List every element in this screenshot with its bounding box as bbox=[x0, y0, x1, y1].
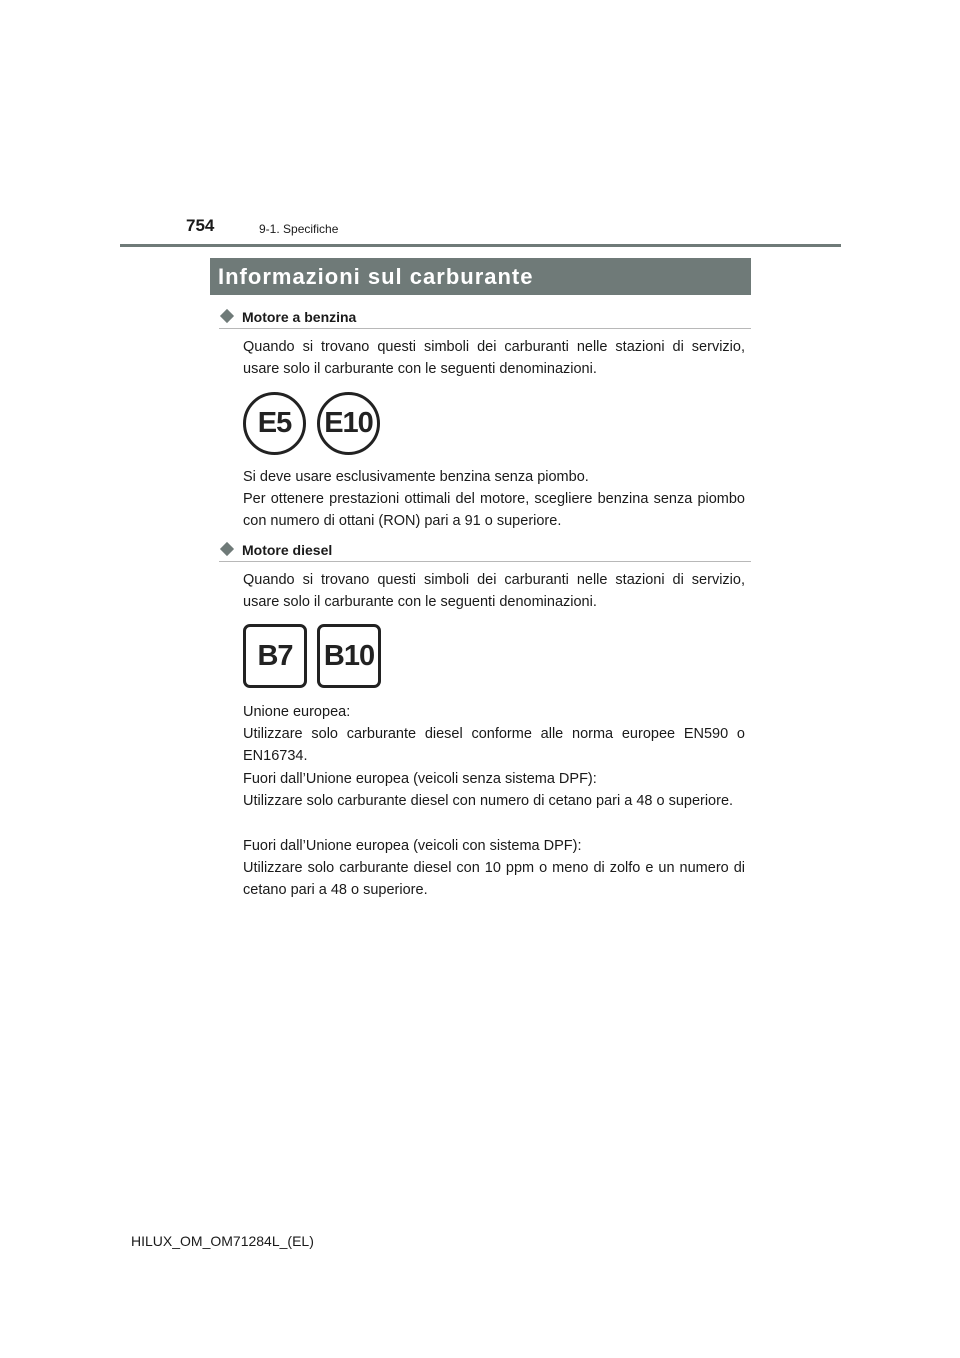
fuel-symbol-e10: E10 bbox=[317, 392, 380, 455]
diamond-bullet-icon bbox=[220, 542, 234, 556]
fuel-symbol-b7: B7 bbox=[243, 624, 307, 688]
petrol-engine-heading bbox=[219, 308, 751, 329]
header-rule bbox=[120, 244, 841, 247]
chapter-title: 9-1. Specifiche bbox=[259, 222, 339, 236]
diamond-bullet-icon bbox=[220, 309, 234, 323]
diesel-non-eu-no-dpf-note: Fuori dall’Unione europea (veicoli senza sistema DPF): Utilizzare solo carburante diesel con numero di cetano pari a 48 o superiore. bbox=[243, 771, 734, 809]
fuel-symbol-b10: B10 bbox=[317, 624, 381, 688]
petrol-engine-title: Motore a benzina bbox=[242, 309, 357, 325]
fuel-symbol-e5: E5 bbox=[243, 392, 306, 455]
section-title: Informazioni sul carburante bbox=[210, 258, 751, 295]
diesel-eu-note: Unione europea: Utilizzare solo carburante diesel conforme alle norma europee EN590 o EN16734. bbox=[243, 704, 745, 764]
page-number: 754 bbox=[186, 216, 215, 235]
diesel-intro: Quando si trovano questi simboli dei carburanti nelle stazioni di servizio, usare solo il carburante con le seguenti denominazioni. bbox=[243, 572, 745, 610]
petrol-octane-note: Per ottenere prestazioni ottimali del motore, scegliere benzina senza piombo con numero di ottani (RON) pari a 91 o superiore. bbox=[243, 491, 745, 529]
document-code: HILUX_OM_OM71284L_(EL) bbox=[131, 1233, 314, 1249]
diesel-non-eu-dpf-note: Fuori dall’Unione europea (veicoli con sistema DPF): Utilizzare solo carburante diesel con 10 ppm o meno di zolfo e un numero di cetano pari a 48 o superiore. bbox=[243, 838, 745, 898]
diesel-engine-title: Motore diesel bbox=[242, 542, 333, 558]
petrol-intro: Quando si trovano questi simboli dei carburanti nelle stazioni di servizio, usare solo il carburante con le seguenti denominazioni. bbox=[243, 339, 745, 377]
petrol-note: Si deve usare esclusivamente benzina senza piombo. bbox=[243, 469, 589, 485]
diesel-engine-heading bbox=[219, 541, 751, 562]
